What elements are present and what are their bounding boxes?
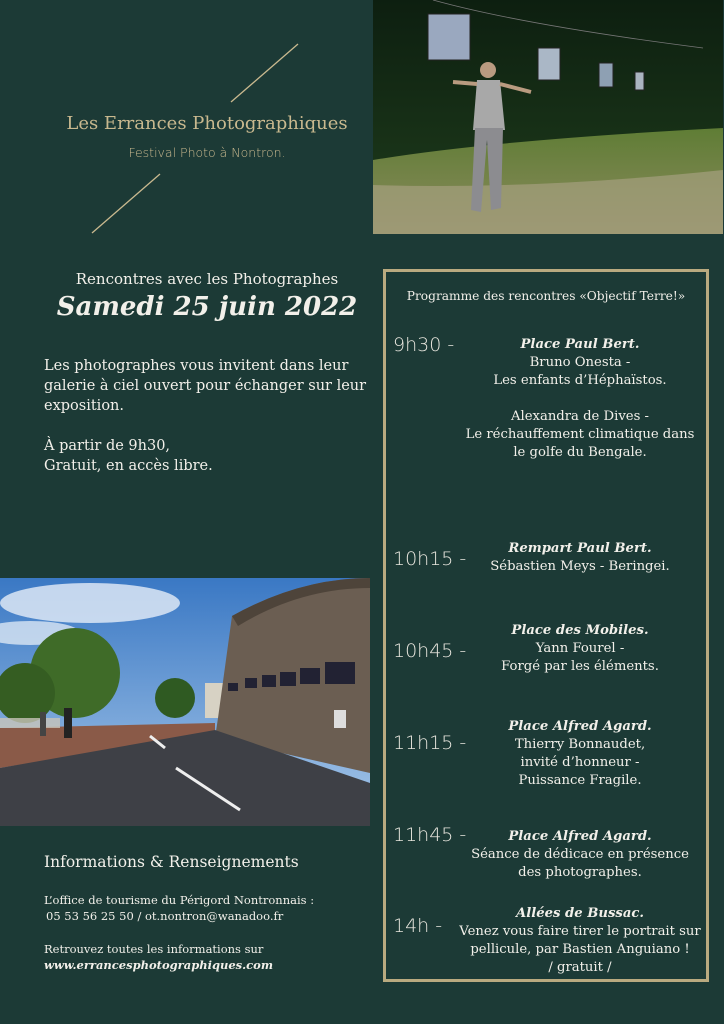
- slot-time: 11h15 -: [393, 732, 467, 754]
- photo-performer: [373, 0, 723, 234]
- slot-place: Allées de Bussac.: [516, 906, 644, 921]
- slot-line: invité d’honneur -: [520, 755, 640, 770]
- slot-line: Les enfants d’Héphaïstos.: [493, 373, 667, 388]
- photo-rampart: [0, 578, 370, 826]
- programme-title: Programme des rencontres «Objectif Terre!»: [406, 289, 686, 303]
- slot-line: Bruno Onesta -: [529, 355, 631, 370]
- slot-place: Place des Mobiles.: [511, 623, 649, 638]
- info-more: Retrouvez toutes les informations sur: [44, 942, 264, 956]
- slot-line: Séance de dédicace en présence: [471, 847, 689, 862]
- slot-time: 11h45 -: [393, 824, 467, 846]
- brand-subtitle: Festival Photo à Nontron.: [128, 145, 286, 160]
- slot-details: [455, 336, 705, 462]
- slot-line: le golfe du Bengale.: [513, 445, 647, 460]
- intro-line: exposition.: [44, 398, 124, 414]
- intro-line: galerie à ciel ouvert pour échanger sur leur: [44, 378, 367, 394]
- slot-time: 14h -: [393, 915, 443, 937]
- slot-place: Place Alfred Agard.: [508, 719, 652, 734]
- slot-place: Place Alfred Agard.: [508, 829, 652, 844]
- slot-line: Forgé par les éléments.: [501, 659, 659, 674]
- slot-line: Alexandra de Dives -: [510, 409, 650, 424]
- slot-line: Le réchauffement climatique dans: [465, 427, 695, 442]
- slot-details: [455, 828, 705, 882]
- slot-line: Thierry Bonnaudet,: [514, 737, 646, 752]
- slot-line: Venez vous faire tirer le portrait sur: [459, 924, 701, 939]
- event-time-line: À partir de 9h30,: [44, 438, 171, 454]
- slot-time: 10h45 -: [393, 640, 467, 662]
- info-contact: 05 53 56 25 50 / ot.nontron@wanadoo.fr: [46, 909, 284, 923]
- slot-details: [455, 905, 705, 977]
- slot-time: 10h15 -: [393, 548, 467, 570]
- info-website-link[interactable]: www.errancesphotographiques.com: [44, 958, 274, 972]
- slot-place: Rempart Paul Bert.: [508, 541, 652, 556]
- event-date: Samedi 25 juin 2022: [56, 292, 358, 322]
- info-office: L’office de tourisme du Périgord Nontronnais :: [44, 893, 315, 907]
- brand-title: Les Errances Photographiques: [66, 113, 348, 134]
- intro-line: Les photographes vous invitent dans leur: [44, 358, 349, 374]
- event-intro: [44, 356, 384, 416]
- slot-line: pellicule, par Bastien Anguiano !: [470, 942, 690, 957]
- slot-line: [455, 390, 705, 408]
- slot-line: Puissance Fragile.: [518, 773, 642, 788]
- slot-line: Yann Fourel -: [535, 641, 625, 656]
- slot-details: [455, 622, 705, 676]
- slot-details: [455, 718, 705, 790]
- info-heading: Informations & Renseignements: [44, 853, 299, 871]
- event-heading: Rencontres avec les Photographes: [75, 270, 339, 288]
- slot-line: des photographes.: [518, 865, 642, 880]
- event-free-line: Gratuit, en accès libre.: [44, 458, 213, 474]
- slot-place: Place Paul Bert.: [520, 337, 640, 352]
- slot-time: 9h30 -: [393, 334, 455, 356]
- slot-line: Sébastien Meys - Beringei.: [490, 559, 670, 574]
- slot-line: / gratuit /: [548, 960, 612, 975]
- slot-details: [455, 540, 705, 576]
